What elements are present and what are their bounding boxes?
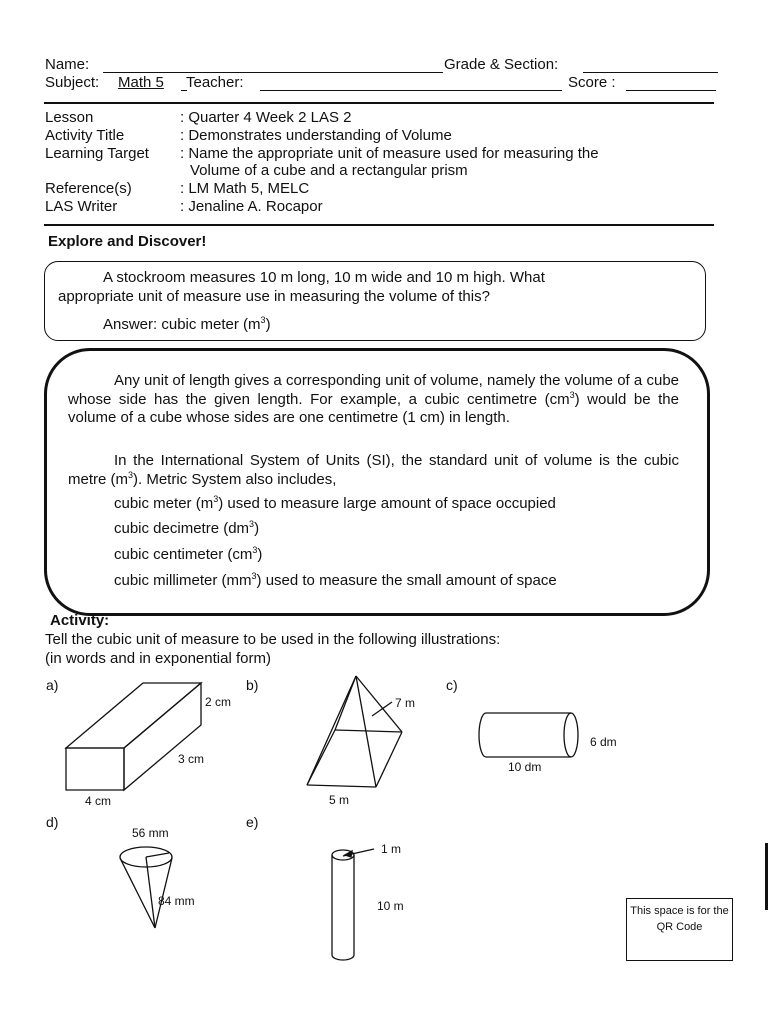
figure-a-dim: 4 cm [85, 794, 112, 808]
name-label: Name: [45, 56, 90, 73]
info-value: : Jenaline A. Rocapor [180, 198, 323, 215]
question-line-1: A stockroom measures 10 m long, 10 m wide and 10 m high. What [103, 269, 545, 286]
unit-item: cubic decimetre $(dm^3)$ [114, 519, 260, 537]
explore-heading: Explore and Discover! [48, 233, 207, 250]
figure-c-dim: 6 dm [590, 735, 617, 749]
info-value: : Demonstrates understanding of Volume [180, 127, 452, 144]
figure-e-label: e) [246, 814, 259, 830]
info-value: : Quarter 4 Week 2 LAS 2 [180, 109, 352, 126]
score-label: Score : [568, 74, 616, 91]
info-value: : LM Math 5, MELC [180, 180, 310, 197]
figure-b-dim: 5 m [329, 793, 350, 807]
info-value: : Name the appropriate unit of measure used for measuring the [180, 145, 599, 162]
figure-a-dim: 3 cm [178, 752, 205, 766]
subject-value: Math 5 [118, 74, 164, 91]
info-label: LAS Writer [45, 198, 118, 215]
activity-line-2: (in words and in exponential form) [45, 650, 271, 667]
figure-c-label: c) [446, 677, 458, 693]
concept-paragraph-1: Any unit of length gives a corresponding unit of volume, namely the volume of a cube whose side has the given length. For example, a cubic centimetre $(cm^3)$ would be the volume of a cube whose sides are one centimetre (1 cm) in length. [68, 372, 679, 426]
qr-code-placeholder: This space is for the QR Code [626, 898, 733, 961]
figure-d-dim: 56 mm [132, 826, 169, 840]
figure-e-dim: 1 m [381, 842, 402, 856]
figure-e-dim: 10 m [377, 899, 404, 913]
question-line-2: appropriate unit of measure use in measuring the volume of this? [58, 288, 490, 305]
figure-b-dim: 7 m [395, 696, 416, 710]
concept-paragraph-2: In the International System of Units (SI), the standard unit of volume is the cubic metre $(m^3)$. Metric System also includes, [68, 452, 679, 488]
unit-item: cubic meter $(m^3)$ used to measure large amount of space occupied [114, 494, 556, 512]
figure-b-label: b) [246, 677, 259, 693]
info-value: Volume of a cube and a rectangular prism [190, 162, 468, 179]
info-label: Learning Target [45, 145, 149, 162]
answer-text: Answer: cubic meter $(m^3)$ [103, 315, 271, 333]
figure-a-dim: 2 cm [205, 695, 232, 709]
figure-c-dim: 10 dm [508, 760, 542, 774]
figure-a-label: a) [46, 677, 59, 693]
activity-line-1: Tell the cubic unit of measure to be used in the following illustrations: [45, 631, 501, 648]
unit-item: cubic centimeter $(cm^3)$ [114, 545, 263, 563]
subject-label: Subject: [45, 74, 100, 91]
info-label: Activity Title [45, 127, 125, 144]
info-label: Reference(s) [45, 180, 132, 197]
grade-label: Grade & Section: [444, 56, 559, 73]
unit-item: cubic millimeter $(mm^3)$ used to measure the small amount of space [114, 571, 557, 589]
figure-d-label: d) [46, 814, 59, 830]
teacher-label: Teacher: [186, 74, 244, 91]
activity-heading: Activity: [50, 612, 110, 629]
info-label: Lesson [45, 109, 94, 126]
figure-d-dim: 84 mm [158, 894, 195, 908]
